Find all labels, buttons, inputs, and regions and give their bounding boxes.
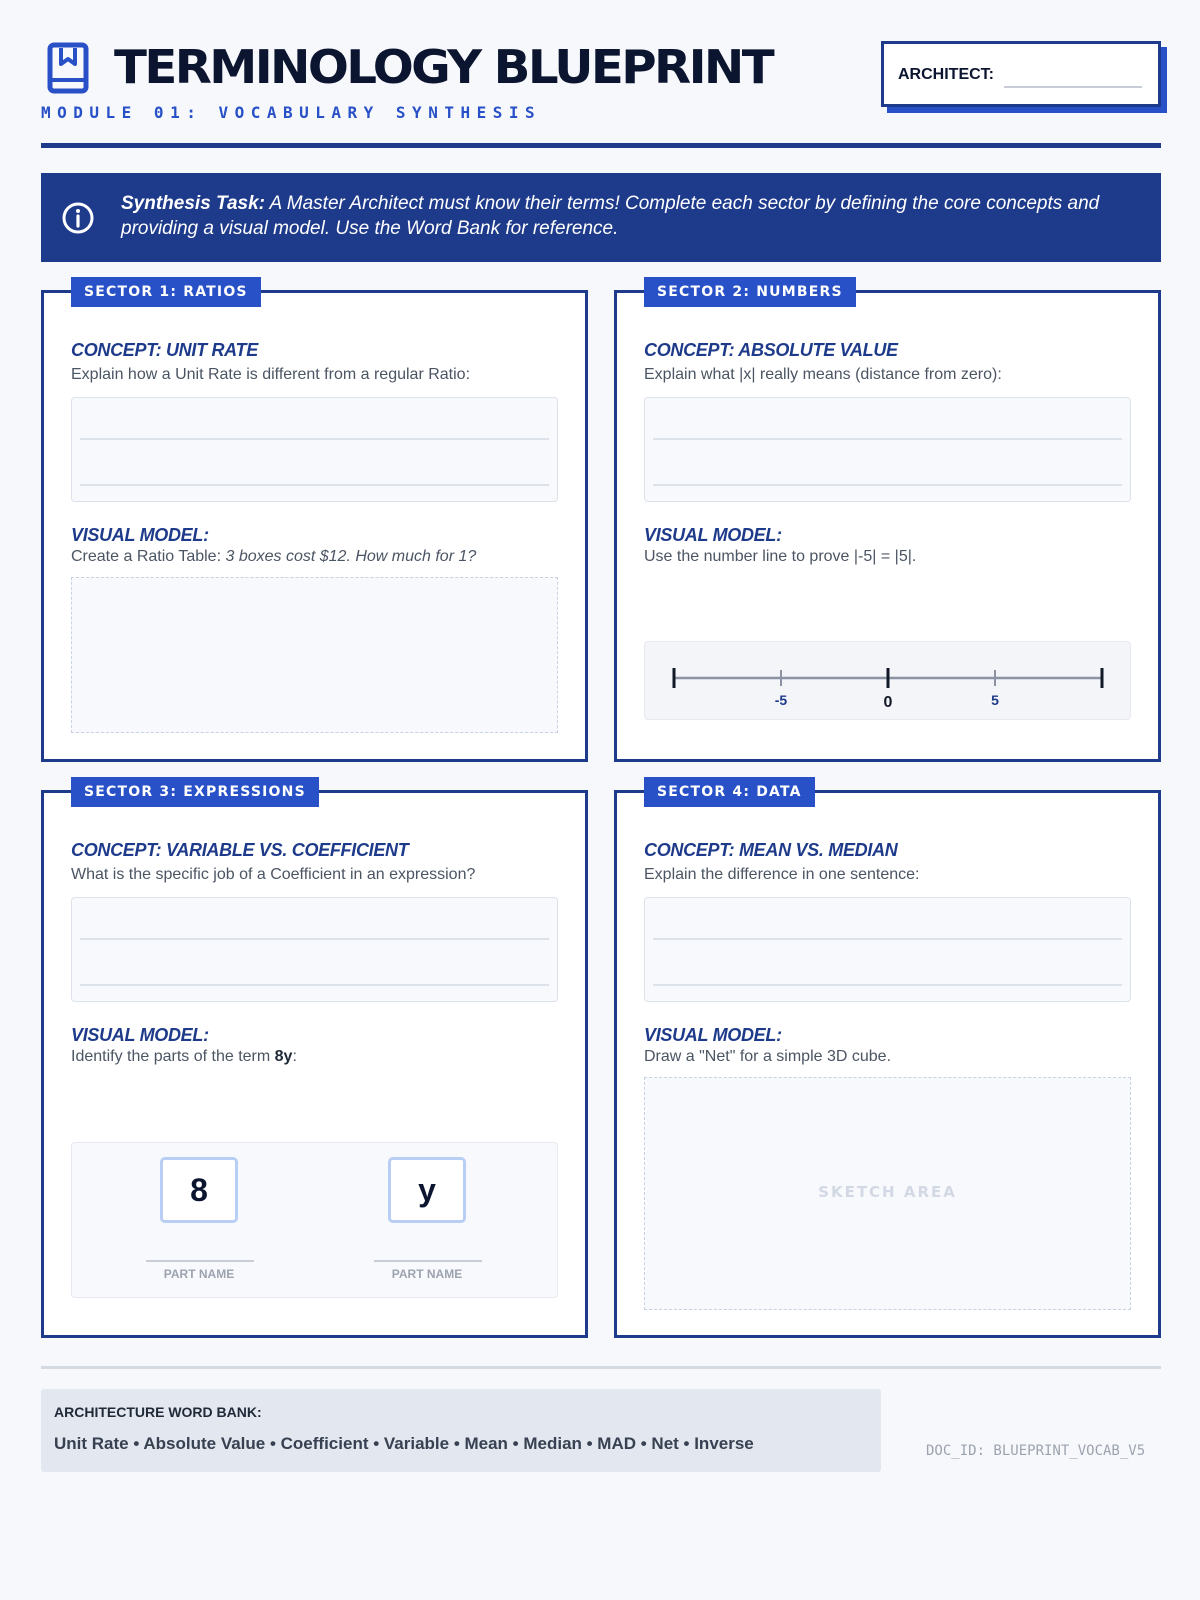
number-line [645, 642, 1132, 721]
visual-model-prompt: Use the number line to prove |-5| = |5|. [644, 548, 917, 565]
concept-heading: CONCEPT: ABSOLUTE VALUE [644, 340, 898, 360]
concept-heading: CONCEPT: VARIABLE VS. COEFFICIENT [71, 840, 409, 860]
visual-prompt-text: Create a Ratio Table: [71, 548, 226, 565]
document-id: DOC_ID: BLUEPRINT_VOCAB_V5 [926, 1443, 1146, 1459]
footer-divider [41, 1366, 1161, 1369]
sector-tab: SECTOR 3: EXPRESSIONS [71, 777, 319, 807]
visual-model-heading: VISUAL MODEL: [644, 1025, 782, 1045]
concept-prompt: What is the specific job of a Coefficient in an expression? [71, 866, 476, 883]
sector-tab: SECTOR 2: NUMBERS [644, 277, 856, 307]
answer-line [80, 984, 549, 986]
sketch-area-label: SKETCH AREA [818, 1183, 957, 1201]
visual-model-heading: VISUAL MODEL: [71, 525, 209, 545]
page-subtitle: MODULE 01: VOCABULARY SYNTHESIS [41, 103, 542, 122]
answer-line [80, 438, 549, 440]
sector-ratios [41, 284, 588, 762]
variable-box: y [388, 1157, 466, 1223]
number-line-area[interactable] [644, 641, 1131, 720]
visual-model-heading: VISUAL MODEL: [644, 525, 782, 545]
info-icon [61, 201, 95, 235]
answer-line [653, 984, 1122, 986]
part-name-label: PART NAME [163, 1267, 235, 1281]
part-name-label: PART NAME [391, 1267, 463, 1281]
word-bank-title: ARCHITECTURE WORD BANK: [54, 1404, 262, 1420]
answer-area[interactable] [644, 897, 1131, 1002]
answer-area[interactable] [644, 397, 1131, 502]
page-title: TERMINOLOGY BLUEPRINT [114, 40, 773, 94]
answer-line [653, 438, 1122, 440]
task-body: A Master Architect must know their terms! Complete each sector by defining the core concepts and providing a visual model. Use the Word Bank for reference. [121, 193, 1100, 239]
term-parts-area [71, 1142, 558, 1298]
part-name-line[interactable] [146, 1260, 254, 1262]
word-bank [41, 1389, 881, 1472]
answer-area[interactable] [71, 897, 558, 1002]
task-instructions [121, 191, 1131, 241]
sector-tab: SECTOR 1: RATIOS [71, 277, 261, 307]
tick-label-neg-five: -5 [774, 692, 788, 708]
sketch-area[interactable] [644, 1077, 1131, 1310]
answer-line [653, 938, 1122, 940]
visual-model-prompt [71, 1048, 297, 1066]
concept-prompt: Explain the difference in one sentence: [644, 866, 920, 883]
architect-name-line[interactable] [1004, 86, 1142, 88]
book-icon [47, 42, 89, 94]
visual-prompt-example: 3 boxes cost $12. How much for 1? [225, 548, 477, 565]
architect-field [881, 41, 1161, 107]
concept-heading: CONCEPT: MEAN VS. MEDIAN [644, 840, 898, 860]
sector-numbers [614, 284, 1161, 762]
visual-model-prompt: Draw a "Net" for a simple 3D cube. [644, 1048, 892, 1065]
task-banner [41, 173, 1161, 262]
task-lead: Synthesis Task: [121, 193, 265, 214]
tick-label-zero: 0 [883, 694, 893, 711]
visual-prompt-end: : [292, 1048, 297, 1065]
concept-prompt: Explain how a Unit Rate is different from a regular Ratio: [71, 366, 471, 383]
visual-prompt-term: 8y [274, 1048, 293, 1065]
visual-model-heading: VISUAL MODEL: [71, 1025, 209, 1045]
answer-line [653, 484, 1122, 486]
sector-tab: SECTOR 4: DATA [644, 777, 815, 807]
answer-area[interactable] [71, 397, 558, 502]
ratio-table-area[interactable] [71, 577, 558, 733]
concept-prompt: Explain what |x| really means (distance from zero): [644, 366, 1002, 383]
visual-model-prompt [71, 548, 476, 566]
visual-prompt-text: Identify the parts of the term [71, 1048, 275, 1065]
answer-line [80, 484, 549, 486]
coefficient-box: 8 [160, 1157, 238, 1223]
answer-line [80, 938, 549, 940]
sector-data [614, 784, 1161, 1338]
concept-heading: CONCEPT: UNIT RATE [71, 340, 258, 360]
word-bank-terms: Unit Rate • Absolute Value • Coefficient • Variable • Mean • Median • MAD • Net • Inverse [54, 1434, 754, 1453]
architect-label: ARCHITECT: [898, 66, 994, 83]
part-name-line[interactable] [374, 1260, 482, 1262]
tick-label-pos-five: 5 [991, 692, 999, 708]
sector-expressions [41, 784, 588, 1338]
page-header [41, 38, 1161, 148]
